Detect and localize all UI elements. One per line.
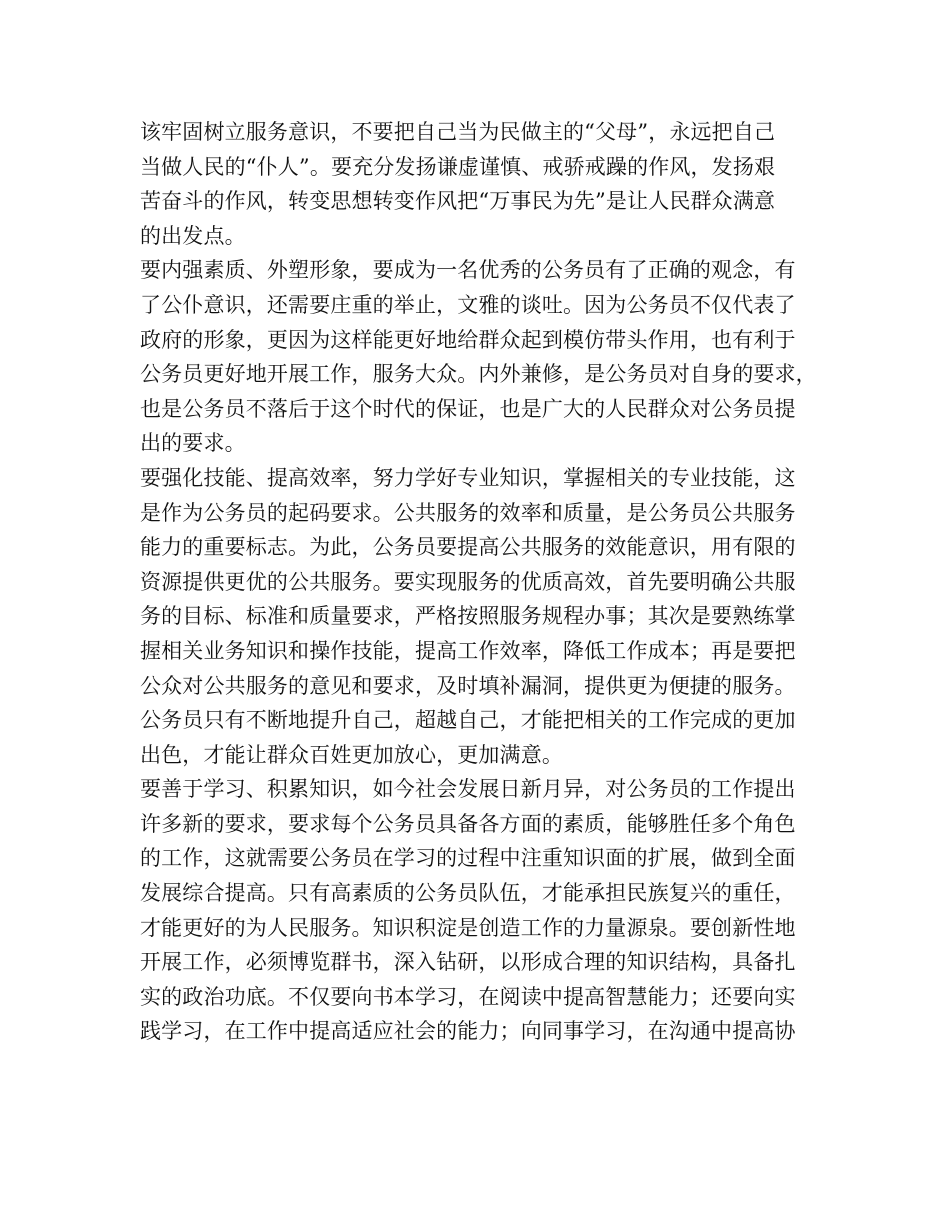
text-line: 能力的重要标志。为此，公务员要提高公共服务的效能意识，用有限的: [140, 535, 796, 560]
text-line: 许多新的要求，要求每个公务员具备各方面的素质，能够胜任多个角色: [140, 811, 796, 836]
text-line: 出色，才能让群众百姓更加放心，更加满意。: [140, 742, 563, 767]
text-line: 出的要求。: [140, 431, 246, 456]
document-body: [140, 115, 820, 1049]
text-line: 的出发点。: [140, 223, 246, 248]
text-line: 也是公务员不落后于这个时代的保证，也是广大的人民群众对公务员提: [140, 396, 796, 421]
text-line: 苦奋斗的作风，转变思想转变作风把“万事民为先”是让人民群众满意: [140, 189, 776, 214]
text-line: 公务员只有不断地提升自己，超越自己，才能把相关的工作完成的更加: [140, 708, 796, 733]
text-line: 要内强素质、外塑形象，要成为一名优秀的公务员有了正确的观念，有: [140, 258, 796, 283]
text-line: 实的政治功底。不仅要向书本学习，在阅读中提高智慧能力；还要向实: [140, 984, 796, 1009]
text-line: 才能更好的为人民服务。知识积淀是创造工作的力量源泉。要创新性地: [140, 915, 796, 940]
text-line: 务的目标、标准和质量要求，严格按照服务规程办事；其次是要熟练掌: [140, 604, 796, 629]
text-line: 该牢固树立服务意识，不要把自己当为民做主的“父母”，永远把自己: [140, 120, 776, 144]
text-line: 资源提供更优的公共服务。要实现服务的优质高效，首先要明确公共服: [140, 569, 796, 594]
text-line: 握相关业务知识和操作技能，提高工作效率，降低工作成本；再是要把: [140, 638, 796, 663]
text-line: 了公仆意识，还需要庄重的举止，文雅的谈吐。因为公务员不仅代表了: [140, 292, 796, 317]
text-line: 公众对公共服务的意见和要求，及时填补漏洞，提供更为便捷的服务。: [140, 673, 796, 698]
text-line: 公务员更好地开展工作，服务大众。内外兼修，是公务员对自身的要求，: [140, 362, 817, 387]
text-line: 践学习，在工作中提高适应社会的能力；向同事学习，在沟通中提高协: [140, 1019, 796, 1044]
text-line: 是作为公务员的起码要求。公共服务的效率和质量，是公务员公共服务: [140, 500, 796, 525]
text-line: 开展工作，必须博览群书，深入钻研，以形成合理的知识结构，具备扎: [140, 950, 796, 975]
text-line: 政府的形象，更因为这样能更好地给群众起到模仿带头作用，也有利于: [140, 327, 796, 352]
text-line: 发展综合提高。只有高素质的公务员队伍，才能承担民族复兴的重任，: [140, 881, 796, 906]
text-line: 要善于学习、积累知识，如今社会发展日新月异，对公务员的工作提出: [140, 777, 796, 802]
text-line: 当做人民的“仆人”。要充分发扬谦虚谨慎、戒骄戒躁的作风，发扬艰: [140, 154, 776, 179]
text-line: 要强化技能、提高效率，努力学好专业知识，掌握相关的专业技能，这: [140, 465, 796, 490]
text-line: 的工作，这就需要公务员在学习的过程中注重知识面的扩展，做到全面: [140, 846, 796, 871]
